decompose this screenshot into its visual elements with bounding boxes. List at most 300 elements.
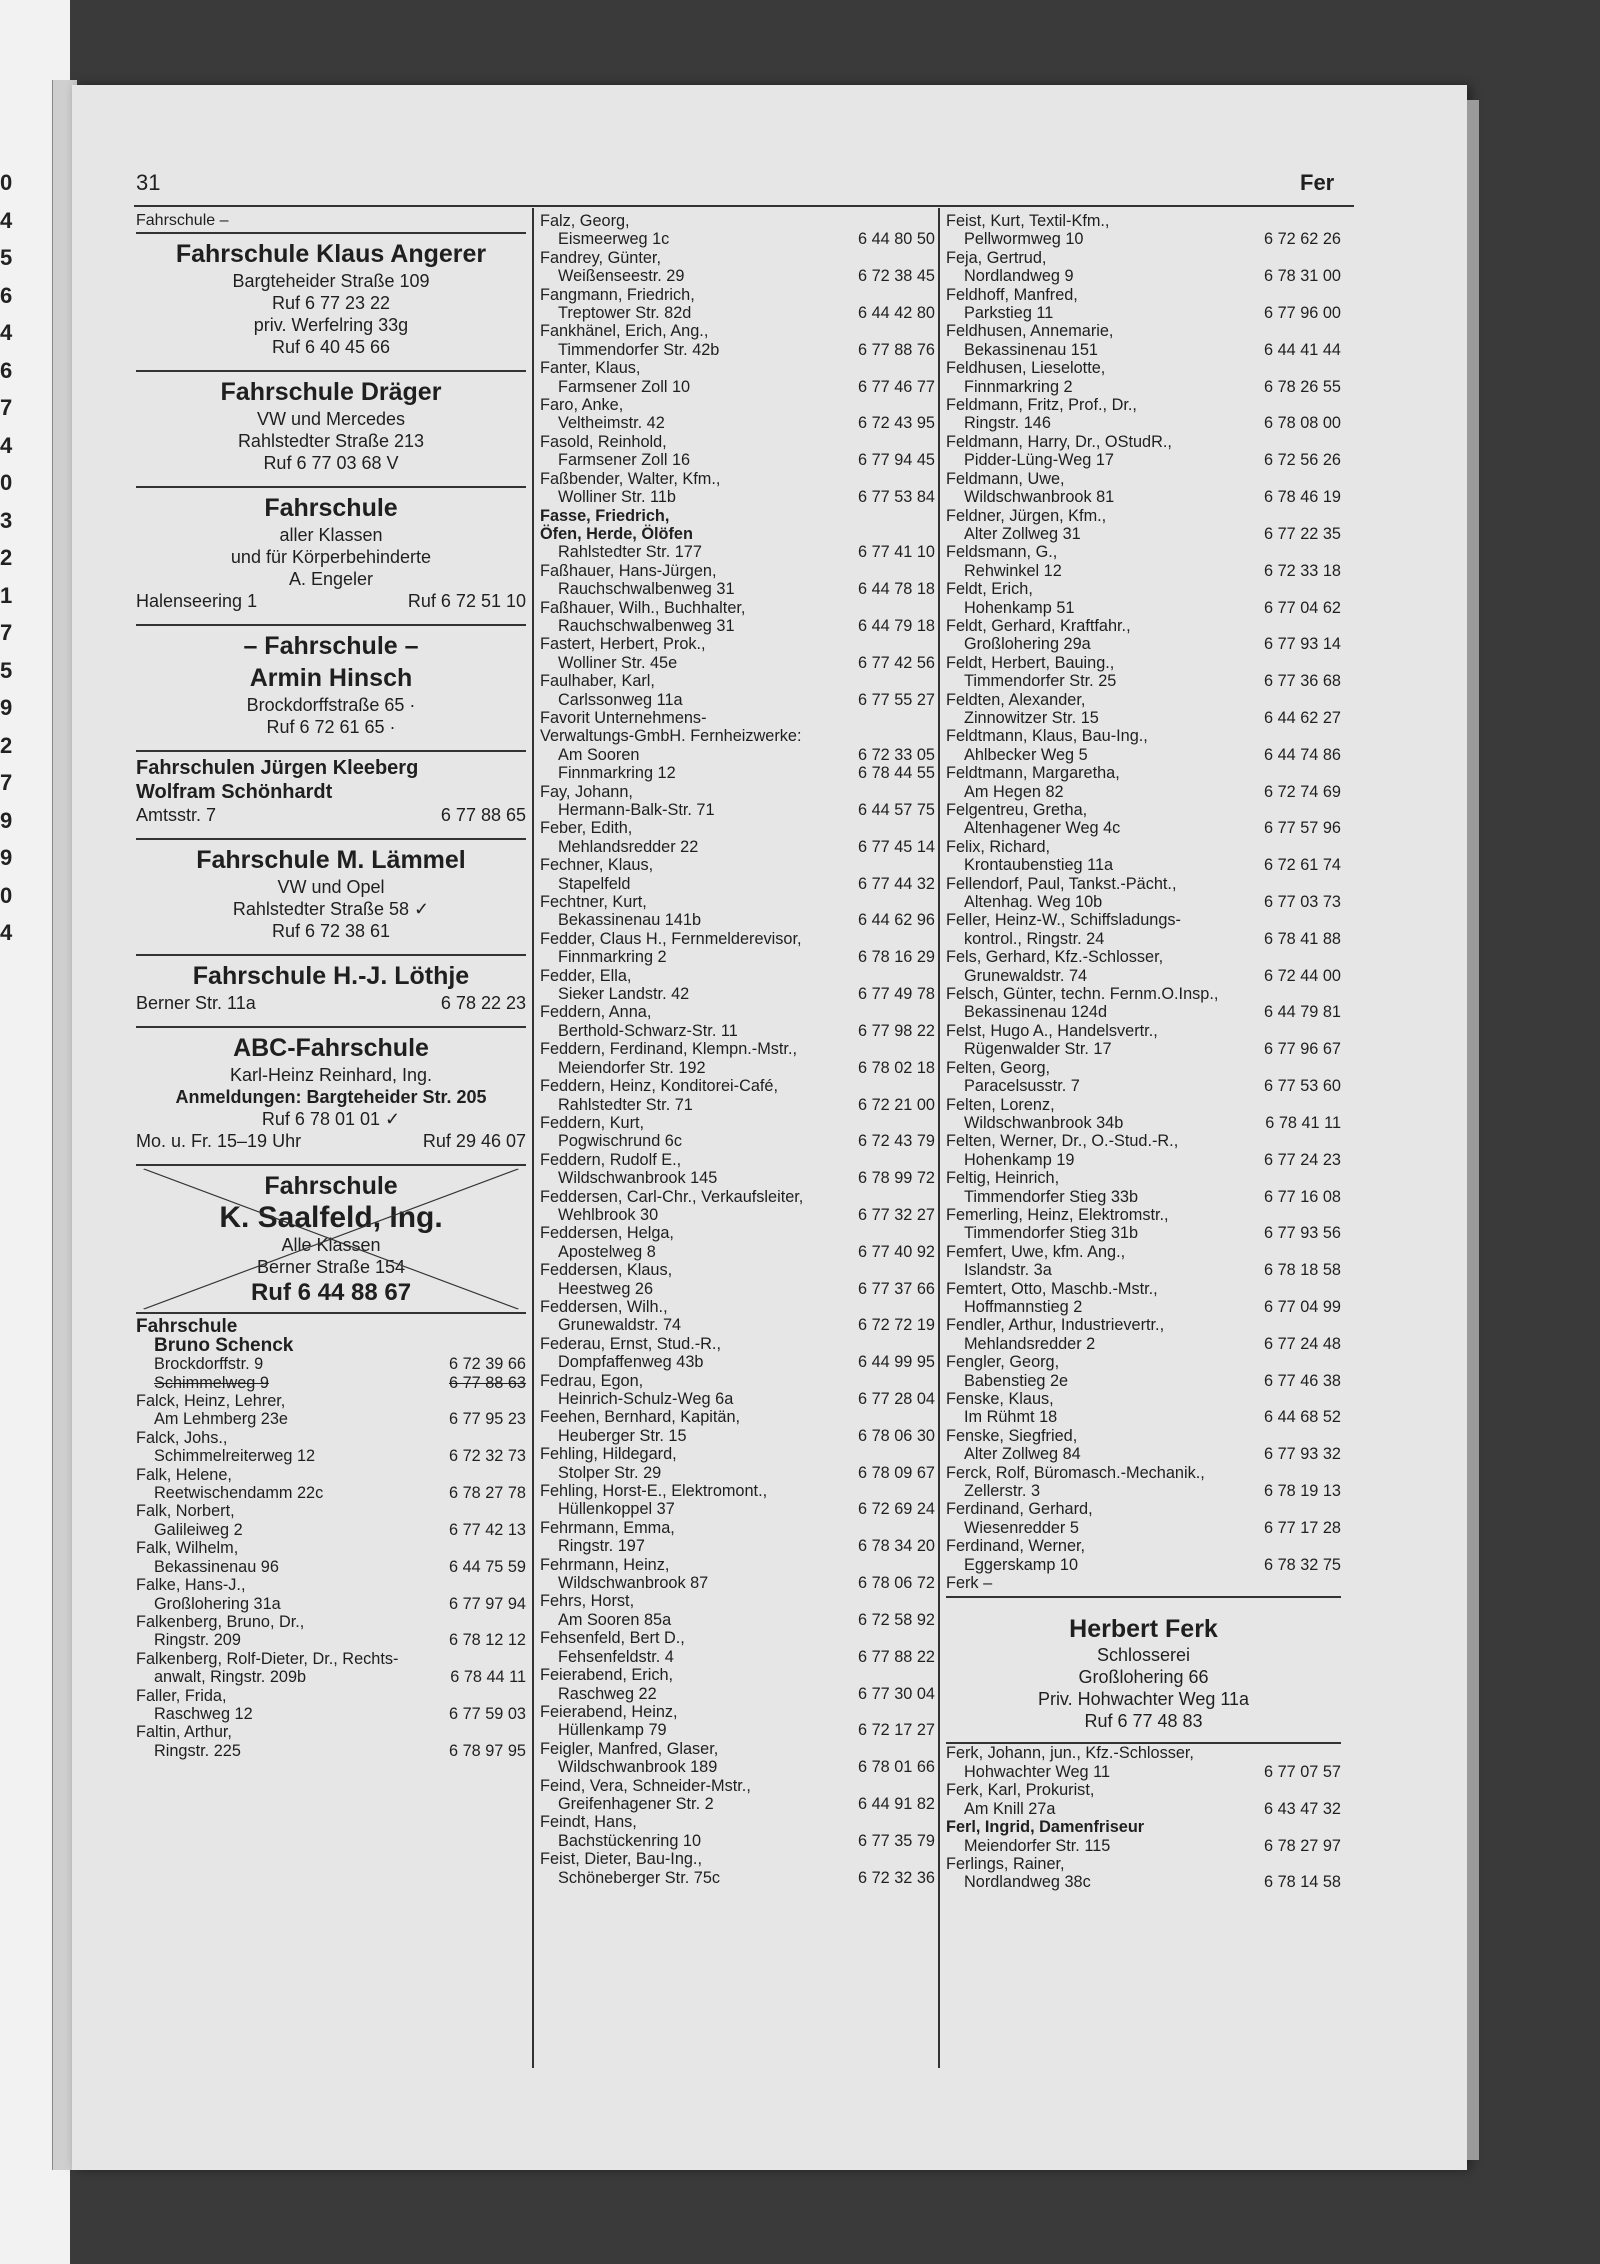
entry-name: Fankhänel, Erich, Ang.,	[540, 322, 709, 341]
directory-entry	[946, 1390, 1341, 1427]
directory-entry	[540, 1556, 935, 1593]
entry-address-row	[540, 746, 935, 764]
entry-phone: 6 78 26 55	[1264, 377, 1341, 396]
entry-address: Wolliner Str. 11b	[558, 488, 676, 507]
entry-address: Wildschwanbrook 81	[964, 488, 1115, 507]
crossed-out-ad	[136, 1164, 526, 1312]
entry-phone: 6 72 32 36	[858, 1868, 935, 1887]
ad-address: Amtsstr. 7	[136, 805, 217, 826]
entry-phone: 6 72 72 19	[858, 1316, 935, 1335]
entry-address: Raschweg 12	[154, 1704, 253, 1723]
ad-line: priv. Werfelring 33g	[253, 315, 409, 336]
entry-name: Fasold, Reinhold,	[540, 432, 667, 451]
ad-title: Bruno Schenck	[154, 1334, 294, 1356]
entry-phone: 6 77 53 60	[1264, 1077, 1341, 1096]
entry-phone: 6 72 62 26	[1264, 230, 1341, 249]
directory-entry	[136, 1613, 526, 1650]
directory-entry	[540, 1592, 935, 1629]
entry-address-row	[136, 1374, 526, 1392]
entry-phone: 6 77 03 73	[1264, 893, 1341, 912]
entry-name: Feja, Gertrud,	[946, 248, 1047, 267]
entry-phone: 6 77 53 84	[858, 488, 935, 507]
entry-name: Fehling, Horst-E., Elektromont.,	[540, 1482, 768, 1501]
directory-entry	[540, 1114, 935, 1151]
entry-address-row	[540, 1316, 935, 1334]
middle-column	[540, 212, 935, 1887]
entry-phone: 6 78 32 75	[1264, 1555, 1341, 1574]
directory-entry	[946, 985, 1341, 1022]
entry-address: Farmsener Zoll 16	[558, 451, 691, 470]
index-tab: 0	[0, 170, 13, 195]
entry-address-row	[540, 1059, 935, 1077]
entry-address: Zellerstr. 3	[964, 1482, 1040, 1501]
directory-entry	[136, 1723, 526, 1760]
entry-address-row	[136, 1521, 526, 1539]
directory-entry	[946, 1818, 1341, 1855]
directory-entry	[946, 396, 1341, 433]
entry-address: Wehlbrook 30	[558, 1205, 659, 1224]
entry-address: Ahlbecker Weg 5	[964, 745, 1088, 764]
directory-entry	[946, 801, 1341, 838]
index-tab: 7	[0, 395, 13, 420]
ad-title: Fahrschule	[136, 1316, 238, 1338]
page-number: 31	[136, 170, 161, 195]
entry-address: Ringstr. 225	[154, 1741, 241, 1760]
entry-address: Altenhagener Weg 4c	[964, 819, 1121, 838]
entry-address: Rahlstedter Str. 177	[558, 543, 702, 562]
entry-name: Feist, Kurt, Textil-Kfm.,	[946, 212, 1110, 230]
page-stack-edge	[1467, 100, 1479, 2160]
entry-name: Feldten, Alexander,	[946, 690, 1086, 709]
entry-address-row	[946, 672, 1341, 690]
ad-phone: Ruf 29 46 07	[422, 1131, 526, 1152]
entry-name: Feddern, Rudolf E.,	[540, 1150, 682, 1169]
entry-address: Wolliner Str. 45e	[558, 653, 678, 672]
entry-name: Falz, Georg,	[540, 212, 630, 230]
ad-line: Ruf 6 72 61 65 ·	[266, 717, 396, 738]
entry-address: Meiendorfer Str. 192	[558, 1058, 706, 1077]
entry-address-row	[946, 856, 1341, 874]
directory-entry	[946, 543, 1341, 580]
entry-address: Heestweg 26	[558, 1279, 654, 1298]
directory-entry	[540, 1850, 935, 1887]
entry-name: Fedder, Ella,	[540, 966, 632, 985]
entry-phone: 6 43 47 32	[1264, 1799, 1341, 1818]
entry-name: Feldmann, Fritz, Prof., Dr.,	[946, 396, 1137, 415]
entry-name: Faulhaber, Karl,	[540, 672, 655, 691]
display-ad	[136, 486, 526, 618]
directory-entry	[946, 911, 1341, 948]
index-tab: 4	[0, 920, 13, 945]
entry-name: Feind, Vera, Schneider-Mstr.,	[540, 1776, 751, 1795]
strike-through-mark	[136, 1166, 526, 1312]
entry-phone: 6 77 32 27	[858, 1205, 935, 1224]
entry-address: Ringstr. 209	[154, 1631, 241, 1650]
entry-phone: 6 44 79 81	[1264, 1003, 1341, 1022]
entry-address-row	[946, 635, 1341, 653]
entry-address-row	[946, 1114, 1341, 1132]
ad-title: Wolfram Schönhardt	[136, 781, 333, 804]
entry-address-row	[946, 819, 1341, 837]
entry-address-row	[136, 1558, 526, 1576]
entry-address: Farmsener Zoll 10	[558, 377, 691, 396]
entry-phone: 6 78 44 55	[858, 764, 935, 783]
entry-phone: 6 72 33 18	[1264, 561, 1341, 580]
entry-address-row	[136, 1484, 526, 1502]
entry-address: Wildschwanbrook 145	[558, 1169, 718, 1188]
entry-address: Rügenwalder Str. 17	[964, 1040, 1112, 1059]
entry-address: Berthold-Schwarz-Str. 11	[558, 1021, 738, 1040]
directory-entry	[946, 212, 1341, 249]
directory-entry	[946, 1280, 1341, 1317]
entry-address-row	[946, 1224, 1341, 1242]
display-ad	[136, 370, 526, 480]
entry-address: Stolper Str. 29	[558, 1463, 662, 1482]
entry-address-row	[540, 414, 935, 432]
entry-phone: 6 78 41 88	[1264, 929, 1341, 948]
entry-phone: 6 77 40 92	[858, 1242, 935, 1261]
directory-entry	[946, 1744, 1341, 1781]
entry-address: Altenhag. Weg 10b	[964, 893, 1103, 912]
entry-address: Timmendorfer Str. 42b	[558, 340, 720, 359]
index-tab: 5	[0, 245, 13, 270]
directory-entry	[946, 654, 1341, 691]
ad-title: Fahrschule	[264, 1172, 398, 1201]
directory-entry	[946, 1132, 1341, 1169]
ad-line: Rahlstedter Straße 58 ✓	[232, 899, 430, 920]
entry-address: anwalt, Ringstr. 209b	[154, 1668, 307, 1687]
entry-address: Fehsenfeldstr. 4	[558, 1647, 674, 1666]
entry-phone: 6 78 27 78	[449, 1484, 526, 1503]
entry-address: Timmendorfer Stieg 33b	[964, 1187, 1139, 1206]
directory-entry	[946, 1537, 1341, 1574]
entry-address-row	[136, 1595, 526, 1613]
entry-address: Bekassinenau 141b	[558, 911, 702, 930]
entry-address-row	[540, 1685, 935, 1703]
entry-address-row	[540, 451, 935, 469]
entry-name: Feldt, Herbert, Bauing.,	[946, 653, 1115, 672]
ad-line: aller Klassen	[279, 525, 383, 546]
entry-name: Feldsmann, G.,	[946, 543, 1058, 562]
entry-phone: 6 77 04 62	[1264, 598, 1341, 617]
ad-line: Karl-Heinz Reinhard, Ing.	[229, 1065, 433, 1086]
entry-address-row	[540, 267, 935, 285]
section-label: Ferk –	[946, 1574, 993, 1593]
entry-phone: 6 77 96 67	[1264, 1040, 1341, 1059]
entry-address: Finnmarkring 2	[964, 377, 1073, 396]
entry-name: Faller, Frida,	[136, 1686, 227, 1705]
entry-phone: 6 78 97 95	[449, 1741, 526, 1760]
entry-address: Hohwachter Weg 11	[964, 1762, 1111, 1781]
entry-phone: 6 77 24 23	[1264, 1150, 1341, 1169]
directory-entry	[540, 1666, 935, 1703]
entry-address: Großlohering 31a	[154, 1594, 281, 1613]
entry-address: Mehlandsredder 22	[558, 837, 699, 856]
directory-entry	[946, 1781, 1341, 1818]
entry-address-row	[540, 1169, 935, 1187]
entry-phone: 6 77 46 38	[1264, 1371, 1341, 1390]
ad-title: Fahrschule H.-J. Löthje	[192, 962, 470, 991]
directory-entry	[946, 1059, 1341, 1096]
entry-address-row	[540, 1574, 935, 1592]
entry-address-row	[540, 911, 935, 929]
entry-address: Veltheimstr. 42	[558, 414, 665, 433]
entry-address-row	[540, 1611, 935, 1629]
entry-name: Fendler, Arthur, Industrievertr.,	[946, 1316, 1165, 1335]
entry-address: Schimmelreiterweg 12	[154, 1447, 316, 1466]
entry-address: Weißenseestr. 29	[558, 267, 685, 286]
directory-entry	[946, 1316, 1341, 1353]
entry-name: Feldtmann, Klaus, Bau-Ing.,	[946, 727, 1148, 746]
ad-line: A. Engeler	[288, 569, 374, 590]
entry-address: Ringstr. 197	[558, 1537, 645, 1556]
entry-address-row	[540, 1648, 935, 1666]
entry-phone: 6 77 24 48	[1264, 1334, 1341, 1353]
entry-phone: 6 77 88 63	[449, 1373, 526, 1392]
entry-phone: 6 77 88 76	[858, 340, 935, 359]
ad-phone: 6 77 88 65	[440, 805, 526, 826]
entry-name: Felten, Georg,	[946, 1058, 1051, 1077]
entry-address-row	[540, 1500, 935, 1518]
entry-address-row	[946, 1408, 1341, 1426]
entry-phone: 6 78 08 00	[1264, 414, 1341, 433]
directory-entry	[946, 249, 1341, 286]
entry-address-row	[540, 691, 935, 709]
entry-phone: 6 44 68 52	[1264, 1408, 1341, 1427]
schenck-ad	[136, 1312, 526, 1392]
entry-address: Greifenhagener Str. 2	[558, 1794, 714, 1813]
entry-phone: 6 72 43 79	[858, 1132, 935, 1151]
directory-entry	[946, 1169, 1341, 1206]
entry-phone: 6 44 80 50	[858, 230, 935, 249]
entry-phone: 6 77 94 45	[858, 451, 935, 470]
entry-address: Hohenkamp 51	[964, 598, 1075, 617]
entry-address: Grunewaldstr. 74	[558, 1316, 682, 1335]
entry-phone: 6 78 18 58	[1264, 1261, 1341, 1280]
entry-address-row	[946, 525, 1341, 543]
directory-entry	[136, 1539, 526, 1576]
entry-address-row	[540, 230, 935, 248]
entry-address: Am Sooren	[558, 745, 640, 764]
directory-entry	[540, 1372, 935, 1409]
entry-name: Felten, Werner, Dr., O.-Stud.-R.,	[946, 1132, 1179, 1151]
entry-phone: 6 77 49 78	[858, 985, 935, 1004]
directory-entry	[540, 1445, 935, 1482]
entry-name: Feist, Dieter, Bau-Ing.,	[540, 1850, 702, 1869]
directory-entry	[540, 893, 935, 930]
entry-address-row	[540, 1427, 935, 1445]
entry-address-row	[540, 764, 935, 782]
entry-name: Fehrmann, Emma,	[540, 1518, 675, 1537]
entry-address: Bekassinenau 124d	[964, 1003, 1108, 1022]
entry-address-row	[540, 488, 935, 506]
entry-phone: 6 77 42 13	[449, 1520, 526, 1539]
entry-phone: 6 77 07 57	[1264, 1762, 1341, 1781]
entry-address-row	[946, 1151, 1341, 1169]
entry-address-row	[946, 1873, 1341, 1891]
entry-phone: 6 72 39 66	[449, 1355, 526, 1374]
ad-line: Schlosserei	[1096, 1645, 1191, 1666]
entry-phone: 6 78 16 29	[858, 948, 935, 967]
ad-line	[136, 992, 526, 1014]
ad-title: ABC-Fahrschule	[233, 1034, 429, 1063]
entry-name: Favorit Unternehmens-	[540, 708, 707, 727]
entry-name: Fenske, Siegfried,	[946, 1426, 1078, 1445]
directory-entry	[540, 507, 935, 562]
entry-phone: 6 72 58 92	[858, 1610, 935, 1629]
entry-phone: 6 72 56 26	[1264, 451, 1341, 470]
directory-entry	[540, 1482, 935, 1519]
entry-address-row	[946, 1800, 1341, 1818]
directory-entry	[540, 1813, 935, 1850]
entry-address: Hohenkamp 19	[964, 1150, 1075, 1169]
entry-address: Timmendorfer Str. 25	[964, 672, 1117, 691]
ad-line: und für Körperbehinderte	[230, 547, 432, 568]
entry-phone: 6 78 06 30	[858, 1426, 935, 1445]
entry-address: Treptower Str. 82d	[558, 304, 692, 323]
entry-name: Ferl, Ingrid, Damenfriseur	[946, 1818, 1145, 1837]
entry-name: Feindt, Hans,	[540, 1813, 637, 1832]
entry-address: Raschweg 22	[558, 1684, 657, 1703]
entry-name: Feltig, Heinrich,	[946, 1169, 1060, 1188]
directory-entry	[540, 1629, 935, 1666]
ad-line: Ruf 6 40 45 66	[271, 337, 391, 358]
display-ad	[136, 750, 526, 832]
entry-phone: 6 78 41 11	[1265, 1113, 1341, 1132]
entry-phone: 6 72 43 95	[858, 414, 935, 433]
entry-phone: 6 72 44 00	[1264, 966, 1341, 985]
entry-name: Falk, Norbert,	[136, 1502, 235, 1521]
directory-entry	[136, 1502, 526, 1539]
ad-line: Ruf 6 72 38 61	[271, 921, 391, 942]
directory-entry	[946, 764, 1341, 801]
entry-phone: 6 44 57 75	[858, 801, 935, 819]
directory-entry	[946, 1427, 1341, 1464]
entry-name: Fanter, Klaus,	[540, 359, 641, 378]
directory-entry	[540, 672, 935, 709]
entry-name: Feldhoff, Manfred,	[946, 285, 1078, 304]
entry-name: Fehrmann, Heinz,	[540, 1555, 670, 1574]
ad-line: Großlohering 66	[1078, 1667, 1209, 1688]
directory-entry	[946, 1206, 1341, 1243]
entry-phone: 6 77 16 08	[1264, 1187, 1341, 1206]
entry-name: Feldhusen, Lieselotte,	[946, 359, 1106, 378]
directory-entry	[540, 1408, 935, 1445]
entry-address: Im Rühmt 18	[964, 1408, 1058, 1427]
entry-address-row	[540, 1758, 935, 1776]
entry-name: Feldmann, Uwe,	[946, 469, 1065, 488]
ad-line: VW und Mercedes	[256, 409, 406, 430]
entry-phone: 6 72 32 73	[449, 1447, 526, 1466]
left-column	[136, 212, 526, 1760]
directory-entry	[136, 1429, 526, 1466]
directory-entry	[540, 1077, 935, 1114]
entry-name: Felsch, Günter, techn. Fernm.O.Insp.,	[946, 985, 1219, 1004]
entry-address-row	[540, 1243, 935, 1261]
entry-name: Falke, Hans-J.,	[136, 1576, 246, 1595]
entry-phone: 6 77 96 00	[1264, 304, 1341, 323]
entry-address-row	[136, 1410, 526, 1428]
entry-name: Fehling, Hildegard,	[540, 1445, 677, 1464]
directory-entry	[946, 1855, 1341, 1892]
entry-address-row	[540, 1832, 935, 1850]
directory-entry	[136, 1466, 526, 1503]
ad-line: Ruf 6 77 03 68 V	[263, 453, 399, 474]
entry-address-row	[946, 267, 1341, 285]
entry-address: Alter Zollweg 31	[964, 524, 1081, 543]
entry-address-row	[946, 1372, 1341, 1390]
entry-address: Apostelweg 8	[558, 1242, 656, 1261]
entry-address-row	[540, 1206, 935, 1224]
entry-phone: 6 77 97 94	[449, 1594, 526, 1613]
entry-phone: 6 78 02 18	[858, 1058, 935, 1077]
entry-phone: 6 77 98 22	[858, 1021, 935, 1040]
entry-name: Federau, Ernst, Stud.-R.,	[540, 1334, 721, 1353]
entry-name: Fengler, Georg,	[946, 1353, 1060, 1372]
entry-phone: 6 44 75 59	[449, 1557, 526, 1576]
entry-address: Wildschwanbrook 189	[558, 1758, 718, 1777]
directory-entry	[946, 691, 1341, 728]
entry-address: Alter Zollweg 84	[964, 1445, 1081, 1464]
index-tab: 6	[0, 282, 13, 308]
entry-address-row	[540, 1280, 935, 1298]
index-tab: 9	[0, 845, 13, 870]
index-tab: 6	[0, 357, 13, 383]
directory-entry	[946, 580, 1341, 617]
entry-name: Feldt, Erich,	[946, 580, 1033, 599]
entry-name: Fedder, Claus H., Fernmelderevisor,	[540, 929, 802, 948]
directory-entry	[136, 1687, 526, 1724]
entry-address: Hüllenkoppel 37	[558, 1500, 675, 1519]
entry-phone: 6 44 62 27	[1264, 708, 1341, 727]
ad-line: VW und Opel	[277, 877, 385, 898]
directory-entry	[540, 856, 935, 893]
index-tab: 4	[0, 320, 13, 345]
entry-phone: 6 44 62 96	[858, 911, 935, 930]
directory-entry	[540, 709, 935, 783]
entry-phone: 6 78 31 00	[1264, 267, 1341, 286]
ad-line	[136, 590, 526, 612]
directory-entry	[540, 1519, 935, 1556]
entry-phone: 6 77 88 22	[858, 1647, 935, 1666]
directory-entry	[946, 1022, 1341, 1059]
entry-phone: 6 78 99 72	[858, 1169, 935, 1188]
entry-address: Am Knill 27a	[964, 1799, 1056, 1818]
directory-entry	[540, 1703, 935, 1740]
entry-address-row	[540, 543, 935, 561]
entry-phone: 6 72 74 69	[1264, 782, 1341, 801]
entry-address: Mehlandsredder 2	[964, 1334, 1096, 1353]
entry-address: Pidder-Lüng-Weg 17	[964, 451, 1114, 470]
entry-name: Feldtmann, Margaretha,	[946, 764, 1120, 783]
directory-entry	[946, 359, 1341, 396]
entry-address: Rahlstedter Str. 71	[558, 1095, 693, 1114]
index-tab: 5	[0, 657, 13, 683]
directory-entry	[946, 1353, 1341, 1390]
entry-address: Krontaubenstieg 11a	[964, 856, 1114, 875]
entry-phone: 6 77 59 03	[449, 1704, 526, 1723]
entry-name: Faßhauer, Wilh., Buchhalter,	[540, 598, 746, 617]
entry-name: Femtert, Otto, Maschb.-Mstr.,	[946, 1279, 1158, 1298]
entry-address: Heinrich-Schulz-Weg 6a	[558, 1390, 734, 1408]
entry-address: Paracelsusstr. 7	[964, 1077, 1080, 1096]
entry-address-row	[946, 1445, 1341, 1463]
entry-phone: 6 78 46 19	[1264, 488, 1341, 507]
entry-address: Finnmarkring 2	[558, 948, 667, 967]
entry-address-row	[540, 341, 935, 359]
entry-name-cont: Verwaltungs-GmbH. Fernheizwerke:	[540, 727, 802, 746]
entry-name: Feddersen, Wilh.,	[540, 1297, 668, 1316]
